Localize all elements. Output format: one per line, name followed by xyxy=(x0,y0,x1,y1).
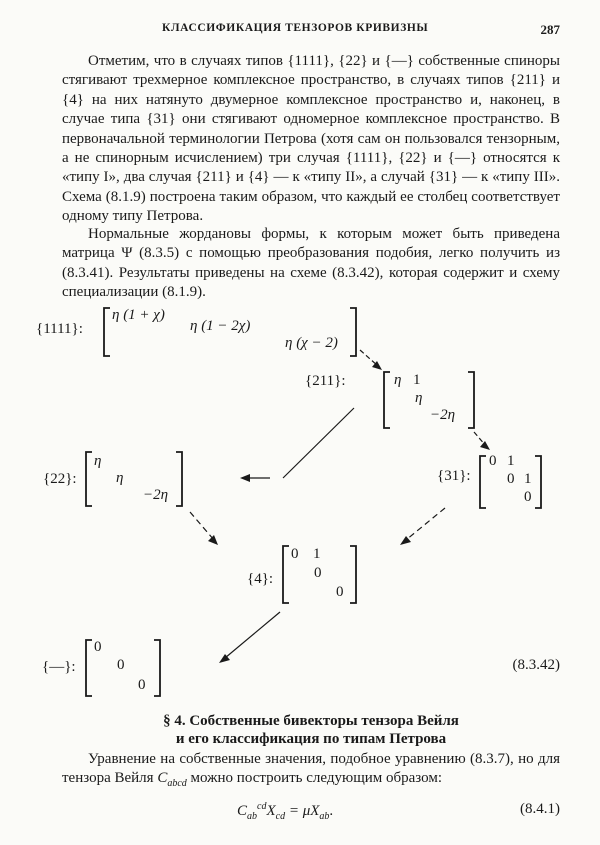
right-bracket xyxy=(535,456,541,508)
equation-8-4-1 xyxy=(62,801,560,823)
page-number: 287 xyxy=(540,22,560,37)
arrow-211-to-22 xyxy=(240,408,354,482)
text-span: можно построить следующим образом: xyxy=(186,770,443,787)
matrix-label: {4}: xyxy=(247,571,274,587)
matrix-label: {211}: xyxy=(305,373,346,389)
paragraph-weyl-eigen xyxy=(62,750,560,794)
matrix-entry: η xyxy=(94,453,102,469)
matrix-4 xyxy=(247,546,356,603)
running-title: КЛАССИФИКАЦИЯ ТЕНЗОРОВ КРИВИЗНЫ xyxy=(162,22,429,34)
matrix-22 xyxy=(43,452,182,506)
eq-X-sub: cd xyxy=(275,811,286,822)
left-bracket xyxy=(480,456,486,508)
eq-C-sub: ab xyxy=(247,811,258,822)
matrix-entry: 1 xyxy=(313,546,321,562)
matrix-entry: 0 xyxy=(138,677,146,693)
matrix-label: {—}: xyxy=(42,659,76,675)
eq-C-sup: cd xyxy=(257,801,267,812)
matrix-entry: 1 xyxy=(413,372,421,388)
section-title xyxy=(62,712,560,748)
matrix-entry: 1 xyxy=(524,471,532,487)
right-bracket xyxy=(350,546,356,603)
right-bracket xyxy=(176,452,182,506)
matrix-entry: 0 xyxy=(314,565,322,581)
equation-number: (8.4.1) xyxy=(520,801,560,817)
equation-number: (8.3.42) xyxy=(512,657,560,673)
matrix-entry: 0 xyxy=(507,471,515,487)
paragraph-text xyxy=(62,750,560,794)
matrix-entry: 0 xyxy=(94,639,102,655)
eq-C: C xyxy=(237,803,248,819)
matrix-31 xyxy=(437,453,541,508)
arrow-4-to-null xyxy=(219,612,280,663)
paragraph-text: Отметим, что в случаях типов {1111}, {22} и {—} собственные спиноры стягивают трехмерное комплексное пространство, в случаях типов {211} и {4} на них натянуто двумерное комплексное пространство и, наконец, в случае типа {31} они стягивают одномерное комплексное пространство. В первоначальной терминологии Петрова (хотя сам он пользовался тензорным, а не спинорным исчислением) три случая {1111}, {22} и {—} относятся к «типу I», два случая {211} и {4} — к «типу II», а случай {31} — к «типу III». Схема (8.1.9) построена таким образом, что каждый ее столбец соответствует одному типу Петрова. xyxy=(62,53,560,225)
matrix-entry: 0 xyxy=(524,489,532,505)
eigen-equation xyxy=(237,801,333,822)
matrix-label: {31}: xyxy=(437,468,471,484)
right-bracket xyxy=(468,372,474,428)
weyl-symbol: C xyxy=(157,770,168,787)
matrix-entry: η xyxy=(394,372,402,388)
left-bracket xyxy=(86,640,92,696)
arrow-22-to-4 xyxy=(190,512,218,545)
matrix-entry: 0 xyxy=(291,546,299,562)
matrix-label: {1111}: xyxy=(36,321,83,337)
arrow-211-to-31 xyxy=(474,432,490,450)
matrix-entry: 1 xyxy=(507,453,515,469)
matrix-entry: η (1 + χ) xyxy=(112,307,165,323)
eq-rhs-sub: ab xyxy=(319,811,330,822)
eq-X: X xyxy=(266,803,276,819)
section-title-line: § 4. Собственные бивекторы тензора Вейля xyxy=(163,713,459,729)
matrix-entry: η (1 − 2χ) xyxy=(190,318,251,334)
matrix-null xyxy=(42,639,160,696)
left-bracket xyxy=(283,546,289,603)
eq-rhs-X: X xyxy=(310,803,320,819)
right-bracket xyxy=(154,640,160,696)
matrix-entry: η (χ − 2) xyxy=(285,335,338,351)
matrix-entry: 0 xyxy=(336,584,344,600)
weyl-indices: abcd xyxy=(167,778,187,790)
arrow-31-to-4 xyxy=(400,508,445,545)
matrix-entry: −2η xyxy=(143,487,169,503)
left-bracket xyxy=(86,452,92,506)
matrix-entry: −2η xyxy=(430,407,456,423)
matrix-entry: η xyxy=(116,470,124,486)
matrix-label: {22}: xyxy=(43,471,77,487)
matrix-1111 xyxy=(36,307,356,356)
left-bracket xyxy=(104,308,110,356)
eq-dot: . xyxy=(329,803,334,819)
text-span: Уравнение на собственные значения, подобное уравнению (8.3.7), но для тензора Вейля xyxy=(62,751,560,787)
left-bracket xyxy=(384,372,390,428)
eq-equals-mu: = μ xyxy=(285,803,311,819)
matrix-entry: η xyxy=(415,390,423,406)
arrow-1111-to-211 xyxy=(360,350,382,370)
section-title-line: и его классификация по типам Петрова xyxy=(175,731,447,747)
right-bracket xyxy=(350,308,356,356)
matrix-entry: 0 xyxy=(117,657,125,673)
paragraph-text: Нормальные жордановы формы, к которым может быть приведена матрица Ψ (8.3.5) с помощью преобразования подобия, легко получить из (8.3.41). Результаты приведены на схеме (8.3.42), которая содержит и схему специализации (8.1.9). xyxy=(62,226,560,301)
matrix-entry: 0 xyxy=(489,453,497,469)
matrix-211 xyxy=(305,372,474,428)
